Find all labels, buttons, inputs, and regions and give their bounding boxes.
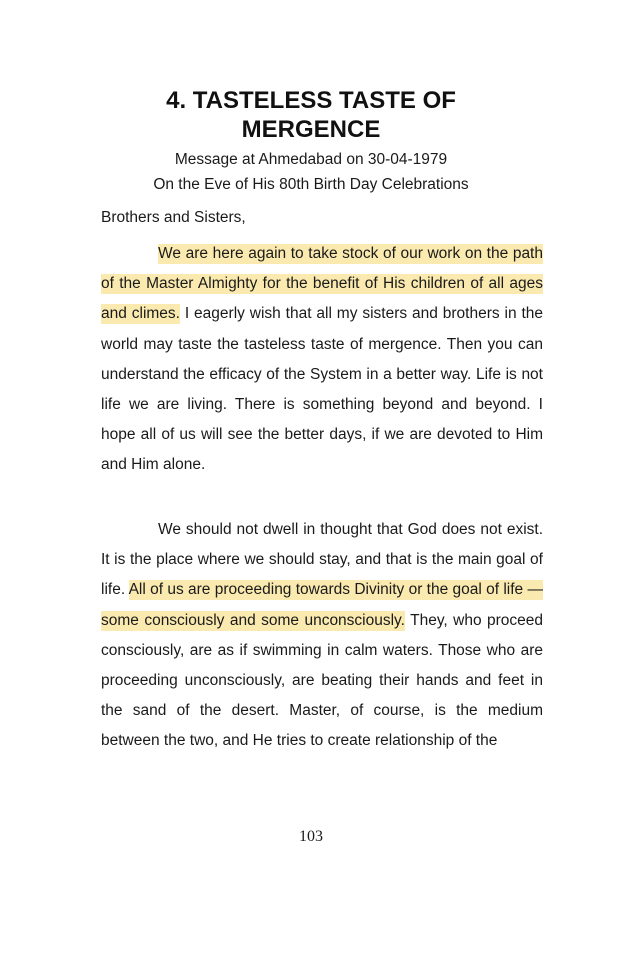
- chapter-title-line-2: MERGENCE: [241, 116, 381, 143]
- page-number: 103: [299, 828, 323, 845]
- paragraph-1: [101, 239, 543, 481]
- paragraph-2-before: We should not dwell in thought that God does not exist. It is the place where we should stay, and that is the main goal of life.: [101, 521, 543, 599]
- paragraph-2: [101, 515, 543, 757]
- chapter-title-line-1: 4. TASTELESS TASTE OF: [166, 87, 456, 114]
- chapter-subtitle-line-2: On the Eve of His 80th Birth Day Celebrations: [153, 176, 469, 193]
- paragraph-2-after: They, who proceed consciously, are as if swimming in calm waters. Those who are proceeding unconsciously, are beating their hands and feet in the sand of the desert. Master, of course, is the medium between the two, and He tries to create relationship of the: [101, 611, 543, 750]
- paragraph-1-highlight: We are here again to take stock of our work on the path of the Master Almighty for the benefit of His children of all ages and climes.: [101, 245, 543, 323]
- salutation: Brothers and Sisters,: [101, 209, 246, 226]
- paragraph-1-rest: I eagerly wish that all my sisters and brothers in the world may taste the tasteless taste of mergence. Then you can understand the efficacy of the System in a better way. Life is not life we are living. There is something beyond and beyond. I hope all of us will see the better days, if we are devoted to Him and Him alone.: [101, 305, 543, 474]
- paragraph-2-highlight: All of us are proceeding towards Divinity or the goal of life — some consciously and some unconsciously.: [101, 581, 543, 629]
- chapter-subtitle-line-1: Message at Ahmedabad on 30-04-1979: [174, 151, 448, 168]
